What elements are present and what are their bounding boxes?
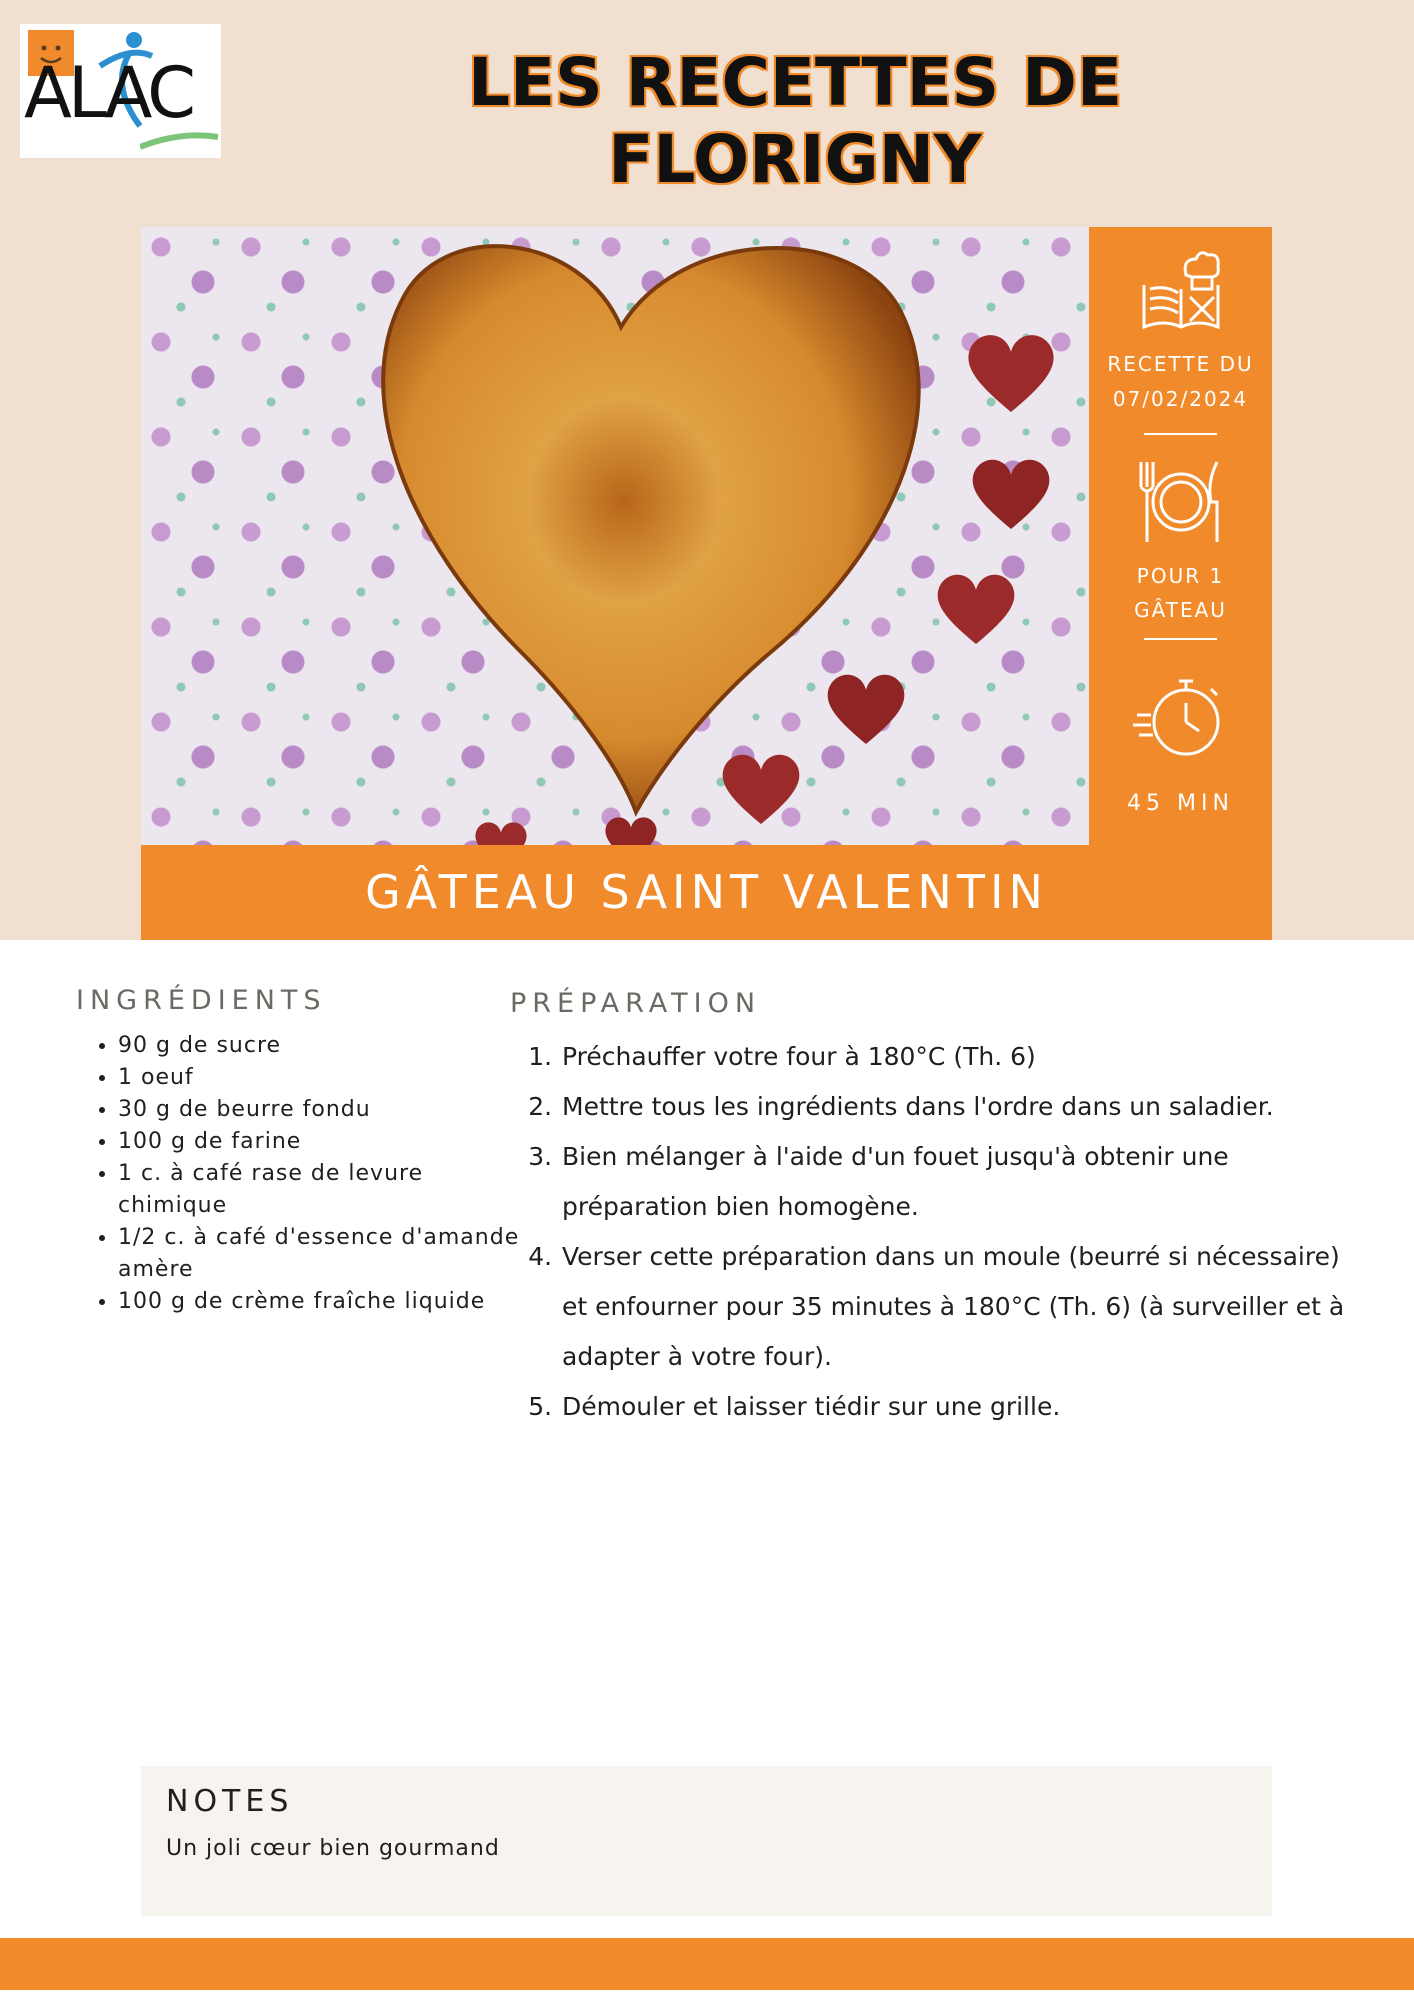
date-value: 07/02/2024 bbox=[1112, 387, 1249, 411]
small-heart-icon bbox=[716, 747, 806, 829]
list-item: • 90 g de sucre bbox=[118, 1030, 528, 1062]
small-heart-icon bbox=[966, 452, 1056, 534]
ingredients-heading: INGRÉDIENTS bbox=[76, 985, 327, 1016]
list-item: • 1 oeuf bbox=[118, 1062, 528, 1094]
notes-heading: NOTES bbox=[166, 1784, 294, 1819]
list-item: 1. Préchauffer votre four à 180°C (Th. 6) bbox=[560, 1032, 1360, 1082]
small-heart-icon bbox=[961, 327, 1061, 417]
servings-line1: POUR 1 bbox=[1136, 564, 1225, 588]
alac-logo bbox=[20, 24, 221, 158]
list-item: • 30 g de beurre fondu bbox=[118, 1094, 528, 1126]
recipe-info-sidebar bbox=[1089, 227, 1272, 845]
notes-text: Un joli cœur bien gourmand bbox=[166, 1836, 500, 1861]
stopwatch-icon bbox=[1131, 667, 1231, 767]
preparation-steps bbox=[520, 1032, 1360, 1432]
preparation-heading: PRÉPARATION bbox=[510, 988, 762, 1019]
list-item: • 100 g de crème fraîche liquide bbox=[118, 1286, 528, 1318]
logo-swoosh-icon bbox=[140, 129, 220, 154]
small-heart-icon bbox=[601, 812, 661, 845]
list-item: • 1/2 c. à café d'essence d'amande amère bbox=[118, 1222, 528, 1286]
list-item: 4. Verser cette préparation dans un moule (beurré si nécessaire) et enfourner pour 35 minutes à 180°C (Th. 6) (à surveiller et à adapter à votre four). bbox=[560, 1232, 1360, 1382]
divider bbox=[1144, 638, 1217, 640]
notes-box bbox=[141, 1766, 1272, 1916]
logo-text: ALAC bbox=[24, 52, 193, 134]
small-heart-icon bbox=[821, 667, 911, 749]
list-item: 3. Bien mélanger à l'aide d'un fouet jusqu'à obtenir une préparation bien homogène. bbox=[560, 1132, 1360, 1232]
divider bbox=[1144, 433, 1217, 435]
recipe-title: GÂTEAU SAINT VALENTIN bbox=[365, 865, 1048, 919]
small-heart-icon bbox=[931, 567, 1021, 649]
list-item: • 100 g de farine bbox=[118, 1126, 528, 1158]
list-item: 5. Démouler et laisser tiédir sur une grille. bbox=[560, 1382, 1360, 1432]
cake-photo bbox=[141, 227, 1089, 845]
footer-bar bbox=[0, 1938, 1414, 1990]
servings-line2: GÂTEAU bbox=[1134, 598, 1227, 622]
small-heart-icon bbox=[471, 817, 531, 845]
site-title: LES RECETTES DE FLORIGNY bbox=[467, 44, 1123, 198]
recipe-title-bar bbox=[141, 845, 1272, 940]
heart-cake-image bbox=[291, 227, 971, 845]
date-label: RECETTE DU bbox=[1107, 352, 1254, 376]
list-item: 2. Mettre tous les ingrédients dans l'ordre dans un saladier. bbox=[560, 1082, 1360, 1132]
recipe-book-icon bbox=[1136, 245, 1226, 335]
prep-time: 45 MIN bbox=[1127, 791, 1234, 816]
ingredients-list bbox=[88, 1030, 528, 1318]
plate-cutlery-icon bbox=[1131, 457, 1231, 547]
list-item: • 1 c. à café rase de levure chimique bbox=[118, 1158, 528, 1222]
